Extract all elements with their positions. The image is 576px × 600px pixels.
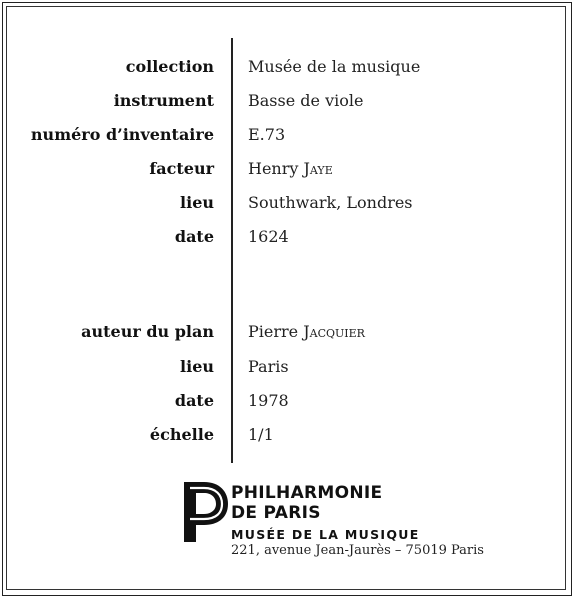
label-collection: collection	[125, 57, 214, 76]
label-maker: facteur	[149, 159, 214, 178]
value-plan-author	[248, 318, 365, 346]
label-plan-place: lieu	[180, 357, 214, 376]
row-inventory-number	[0, 121, 576, 149]
plan-author-first-name: Pierre	[248, 322, 299, 341]
value-place: Southwark, Londres	[248, 193, 413, 212]
label-plan-author: auteur du plan	[81, 322, 214, 341]
philharmonie-p-logo-icon	[180, 478, 232, 546]
brand-name-line1: PHILHARMONIE	[231, 483, 383, 503]
maker-first-name: Henry	[248, 159, 299, 178]
row-date	[0, 223, 576, 251]
value-instrument: Basse de viole	[248, 91, 364, 110]
brand-subtitle: MUSÉE DE LA MUSIQUE	[231, 527, 420, 542]
label-scale: échelle	[149, 425, 214, 444]
row-scale	[0, 421, 576, 449]
address: 221, avenue Jean-Jaurès – 75019 Paris	[231, 543, 484, 558]
value-plan-date: 1978	[248, 391, 289, 410]
value-plan-place: Paris	[248, 357, 289, 376]
plan-author-last-name: Jacquier	[303, 322, 365, 341]
value-collection: Musée de la musique	[248, 57, 421, 76]
row-plan-date	[0, 387, 576, 415]
label-inventory-number: numéro d’inventaire	[30, 125, 214, 144]
row-collection	[0, 53, 576, 81]
label-place: lieu	[180, 193, 214, 212]
label-plan-date: date	[174, 391, 214, 410]
row-plan-author	[0, 318, 576, 346]
value-inventory-number: E.73	[248, 125, 286, 144]
value-maker	[248, 155, 333, 183]
value-date: 1624	[248, 227, 289, 246]
brand-name-line2: DE PARIS	[231, 503, 321, 523]
row-plan-place	[0, 353, 576, 381]
value-scale: 1/1	[248, 425, 274, 444]
row-place	[0, 189, 576, 217]
label-instrument: instrument	[113, 91, 214, 110]
maker-last-name: Jaye	[303, 159, 333, 178]
row-maker	[0, 155, 576, 183]
row-instrument	[0, 87, 576, 115]
label-date: date	[174, 227, 214, 246]
